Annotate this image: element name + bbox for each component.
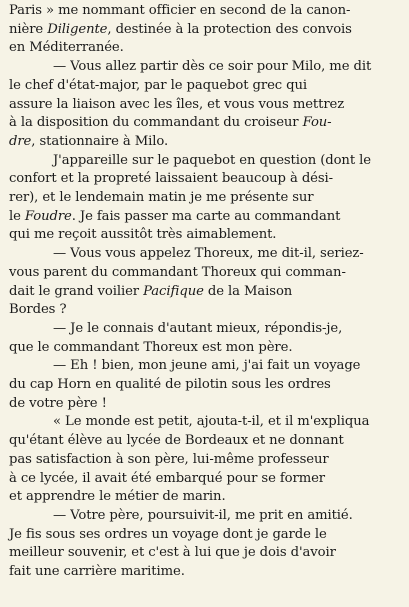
text-line: du cap Horn en qualité de pilotin sous les ordres [9,377,331,393]
text-line: — Vous allez partir dès ce soir pour Milo, me dit [53,59,372,75]
text-line: J'appareille sur le paquebot en question (dont le [53,152,371,168]
text-line: le Foudre. Je fais passer ma carte au commandant [9,208,341,224]
text-line: — Votre père, poursuivit-il, me prit en amitié. [53,507,353,523]
paragraph [9,58,401,152]
text-line: « Le monde est petit, ajouta-t-il, et il m'expliqua [53,414,370,430]
text-line: vous parent du commandant Thoreux qui comman- [9,264,346,280]
text-line: — Vous vous appelez Thoreux, me dit-il, seriez- [53,246,364,262]
text-line: nière Diligente, destinée à la protection des convois [9,21,352,37]
text-line: Bordes ? [9,302,67,318]
text-line: qui me reçoit aussitôt très aimablement. [9,227,277,243]
paragraph [9,152,401,246]
text-line: à ce lycée, il avait été embarqué pour se former [9,470,326,486]
book-page-text [9,2,401,582]
text-line: — Je le connais d'autant mieux, répondis-je, [53,320,343,336]
paragraph [9,320,401,357]
text-line: Je fis sous ses ordres un voyage dont je garde le [9,526,327,542]
text-line: dre, stationnaire à Milo. [9,133,169,149]
text-line: — Eh ! bien, mon jeune ami, j'ai fait un voyage [53,358,361,374]
paragraph [9,245,401,320]
text-line: le chef d'état-major, par le paquebot grec qui [9,77,308,93]
text-line: en Méditerranée. [9,40,124,56]
paragraph [9,507,401,582]
text-line: à la disposition du commandant du croiseur Fou- [9,115,332,131]
text-line: de votre père ! [9,395,107,411]
text-line: meilleur souvenir, et c'est à lui que je dois d'avoir [9,545,336,561]
text-line: Paris » me nommant officier en second de la canon- [9,3,351,18]
paragraph [9,413,401,507]
text-line: et apprendre le métier de marin. [9,489,226,505]
text-line: assure la liaison avec les îles, et vous vous mettrez [9,96,345,112]
paragraph [9,2,401,58]
text-line: rer), et le lendemain matin je me présente sur [9,190,314,206]
text-line: confort et la propreté laissaient beaucoup à dési- [9,171,334,187]
text-line: fait une carrière maritime. [9,564,185,580]
text-line: dait le grand voilier Pacifique de la Maison [9,283,293,299]
paragraph [9,357,401,413]
text-line: que le commandant Thoreux est mon père. [9,339,293,355]
text-line: pas satisfaction à son père, lui-même professeur [9,451,329,467]
text-line: qu'étant élève au lycée de Bordeaux et ne donnant [9,433,344,449]
